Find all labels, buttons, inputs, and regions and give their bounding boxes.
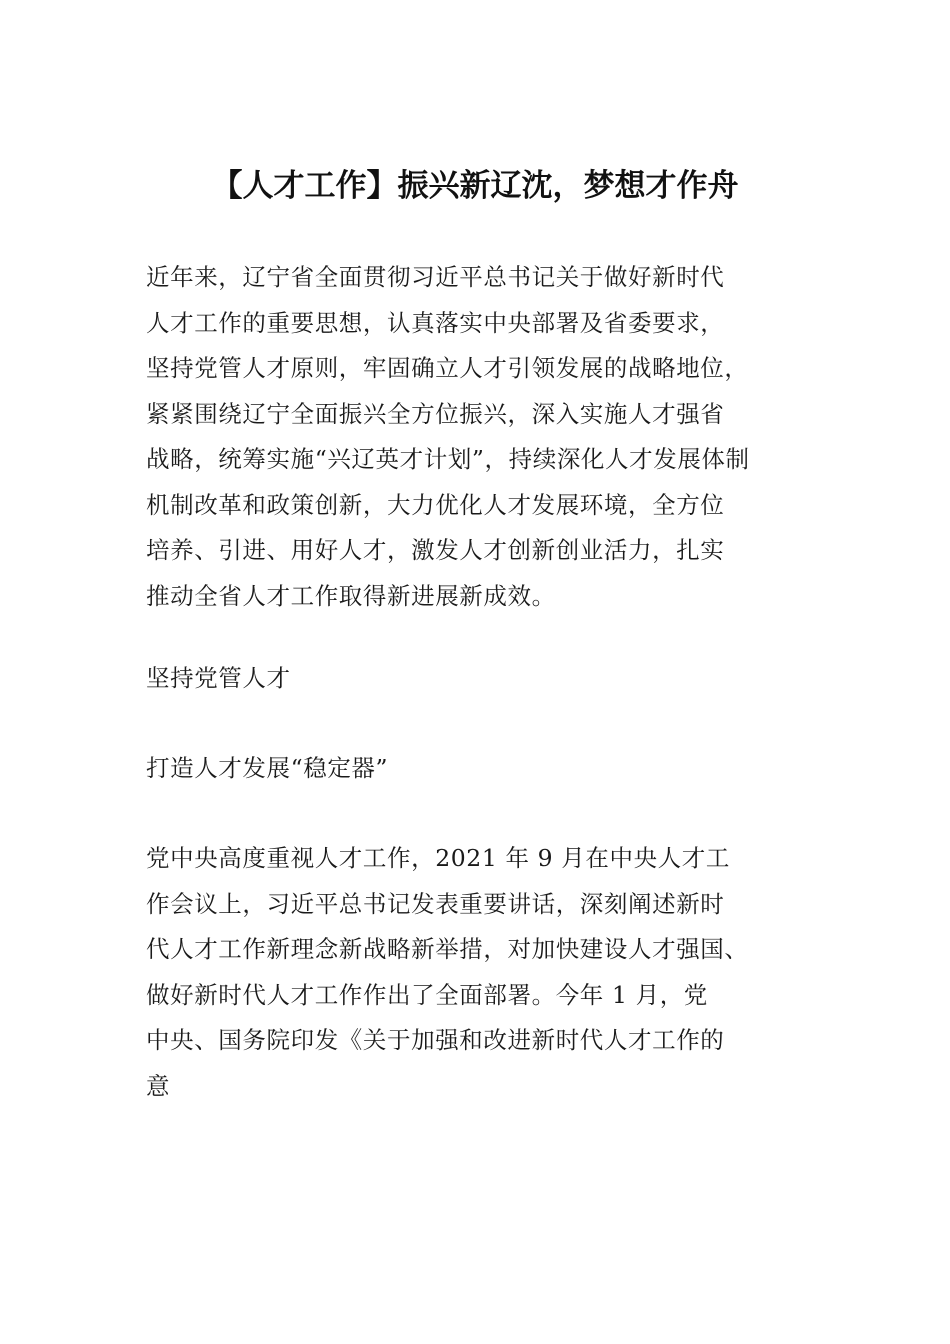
paragraph-line: 推动全省人才工作取得新进展新成效。 bbox=[146, 581, 556, 610]
paragraph-line: 代人才工作新理念新战略新举措，对加快建设人才强国、 bbox=[146, 935, 749, 963]
section-heading-2 bbox=[146, 746, 836, 792]
paragraph-line: 坚持党管人才原则，牢固确立人才引领发展的战略地位， bbox=[146, 354, 749, 382]
body-paragraph bbox=[146, 836, 836, 1109]
paragraph-line: 近年来，辽宁省全面贯彻习近平总书记关于做好新时代 bbox=[146, 263, 725, 291]
paragraph-line: 党中央高度重视人才工作，2021 年 9 月在中央人才工 bbox=[146, 844, 730, 872]
paragraph-line: 机制改革和政策创新，大力优化人才发展环境，全方位 bbox=[146, 490, 725, 519]
section-heading-1 bbox=[146, 656, 836, 702]
paragraph-line: 做好新时代人才工作作出了全面部署。今年 1 月，党 bbox=[146, 980, 708, 1009]
paragraph-line: 战略，统筹实施“兴辽英才计划”，持续深化人才发展体制 bbox=[146, 445, 750, 473]
paragraph-line: 人才工作的重要思想，认真落实中央部署及省委要求， bbox=[146, 308, 725, 337]
paragraph-line: 意 bbox=[146, 1071, 171, 1100]
section-heading-text: 坚持党管人才 bbox=[146, 664, 291, 692]
paragraph-line: 作会议上，习近平总书记发表重要讲话，深刻阐述新时 bbox=[146, 889, 725, 918]
intro-paragraph bbox=[146, 255, 836, 619]
section-heading-text: 打造人才发展“稳定器” bbox=[146, 754, 389, 782]
document-title: 【人才工作】振兴新辽沈，梦想才作舟 bbox=[211, 168, 739, 204]
paragraph-line: 中央、国务院印发《关于加强和改进新时代人才工作的 bbox=[146, 1026, 725, 1054]
paragraph-line: 培养、引进、用好人才，激发人才创新创业活力，扎实 bbox=[146, 536, 725, 564]
paragraph-line: 紧紧围绕辽宁全面振兴全方位振兴，深入实施人才强省 bbox=[146, 399, 725, 428]
